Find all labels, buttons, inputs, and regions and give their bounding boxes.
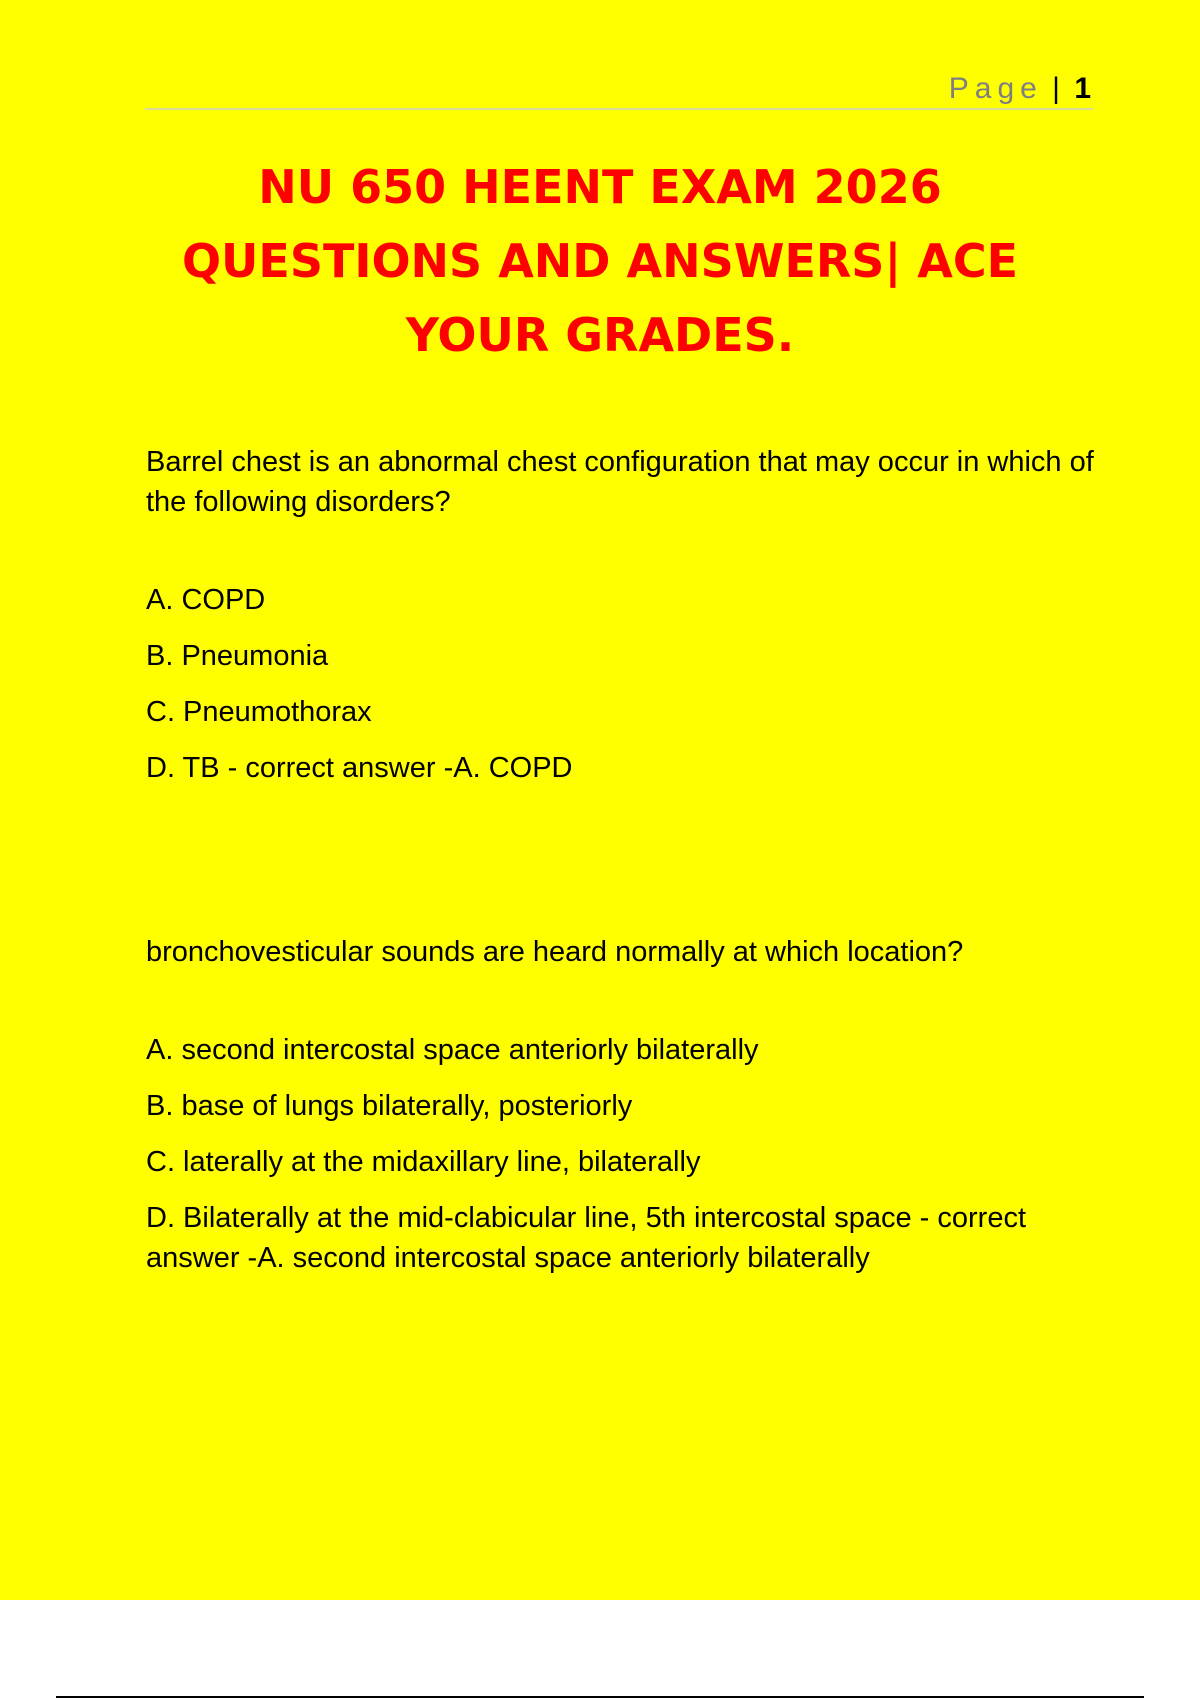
document-title (100, 150, 1100, 372)
question-block-2 (146, 932, 1096, 1294)
title-line-2: QUESTIONS AND ANSWERS| ACE (181, 234, 1019, 288)
title-line-1: NU 650 HEENT EXAM 2026 (258, 160, 942, 214)
page-label: Page (948, 72, 1043, 105)
title-line-3: YOUR GRADES. (405, 308, 795, 362)
header-divider (145, 108, 1093, 110)
answer-option-a: A. COPD (146, 584, 266, 616)
question-text: Barrel chest is an abnormal chest configuration that may occur in which of the following disorders? (146, 446, 1094, 518)
page-number-header (949, 72, 1092, 106)
footer-divider (56, 1696, 1144, 1698)
answer-option-d: D. Bilaterally at the mid-clabicular line, 5th intercostal space - correct answer -A. second intercostal space anteriorly bilaterally (146, 1202, 1027, 1274)
answer-option-b: B. base of lungs bilaterally, posteriorly (146, 1090, 633, 1122)
answer-option-d: D. TB - correct answer -A. COPD (146, 752, 573, 784)
page-number: 1 (1074, 72, 1092, 105)
answer-option-a: A. second intercostal space anteriorly bilaterally (146, 1034, 759, 1066)
answer-option-c: C. laterally at the midaxillary line, bilaterally (146, 1146, 701, 1178)
answer-option-b: B. Pneumonia (146, 640, 329, 672)
page-separator: | (1052, 72, 1061, 105)
question-block-1 (146, 442, 1096, 804)
question-text: bronchovesticular sounds are heard normally at which location? (146, 936, 964, 968)
answer-option-c: C. Pneumothorax (146, 696, 372, 728)
